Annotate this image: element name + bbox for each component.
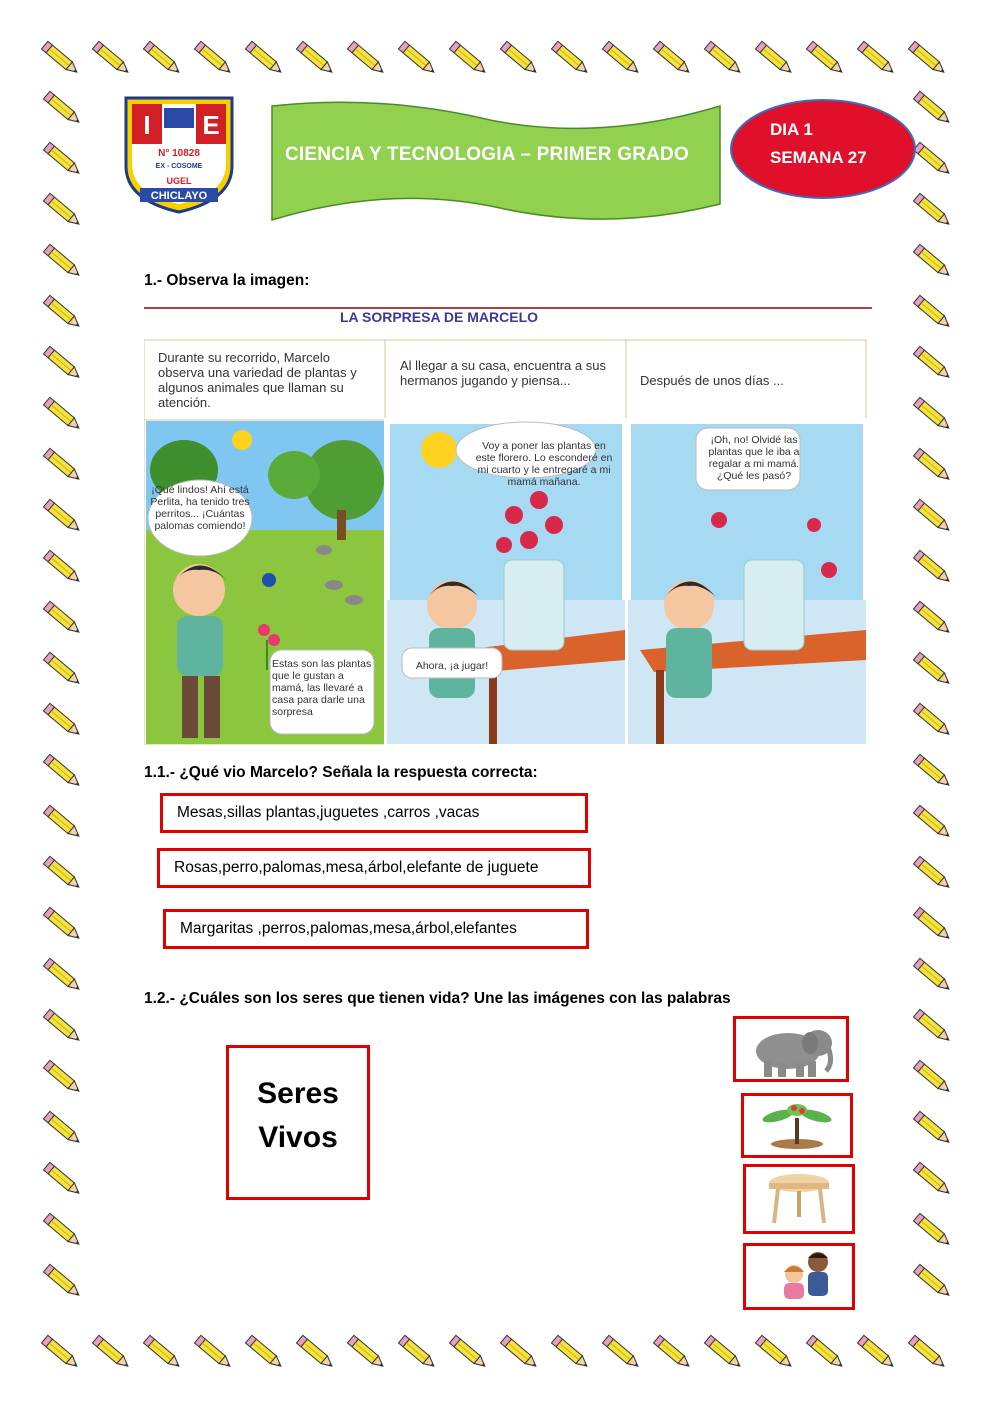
logo-city: CHICLAYO bbox=[150, 190, 208, 202]
comic-caption-2: Al llegar a su casa, encuentra a sus hermanos jugando y piensa... bbox=[400, 358, 606, 388]
pencil-icon bbox=[913, 805, 952, 840]
pencil-icon bbox=[913, 1213, 952, 1248]
pencil-icon bbox=[551, 1335, 590, 1370]
pencil-icon bbox=[43, 1162, 82, 1197]
pencil-icon bbox=[913, 1060, 952, 1095]
pencil-icon bbox=[92, 1335, 131, 1370]
elephant-icon bbox=[736, 1019, 846, 1079]
logo-letter-i: I bbox=[143, 110, 151, 140]
pencil-icon bbox=[43, 448, 82, 483]
pencil-icon bbox=[43, 91, 82, 126]
pencil-icon bbox=[913, 244, 952, 279]
logo-number: N° 10828 bbox=[158, 148, 200, 159]
pencil-icon bbox=[43, 346, 82, 381]
comic-bubble-2: Estas son las plantas que le gustan a mamá, las llevaré a casa para darle una sorpresa bbox=[272, 658, 372, 718]
pencil-icon bbox=[92, 41, 131, 76]
answer-option-label: Mesas,sillas plantas,juguetes ,carros ,vacas bbox=[177, 804, 480, 821]
comic-caption-1: Durante su recorrido, Marcelo observa una variedad de plantas y algunos animales que llaman su atención. bbox=[158, 350, 357, 410]
image-card-table[interactable] bbox=[743, 1164, 855, 1234]
pencil-icon bbox=[913, 1162, 952, 1197]
week-number: SEMANA 27 bbox=[770, 148, 867, 167]
pencil-icon bbox=[43, 1060, 82, 1095]
pencil-icon bbox=[913, 1264, 952, 1299]
image-card-elephant[interactable] bbox=[733, 1016, 849, 1082]
pencil-icon bbox=[43, 703, 82, 738]
pencil-icon bbox=[602, 1335, 641, 1370]
answer-option-label: Rosas,perro,palomas,mesa,árbol,elefante de juguete bbox=[174, 859, 539, 876]
comic-bubble-5: ¡Oh, no! Olvidé las plantas que le iba a regalar a mi mamá. ¿Qué les pasó? bbox=[708, 434, 800, 482]
pencil-icon bbox=[704, 1335, 743, 1370]
pencil-icon bbox=[194, 1335, 233, 1370]
pencil-icon bbox=[398, 41, 437, 76]
pencil-icon bbox=[43, 856, 82, 891]
pencil-icon bbox=[913, 295, 952, 330]
pencil-icon bbox=[43, 142, 82, 177]
image-card-plant[interactable] bbox=[741, 1093, 853, 1158]
pencil-icon bbox=[245, 1335, 284, 1370]
question-1-2-title: 1.2.- ¿Cuáles son los seres que tienen vida? Une las imágenes con las palabras bbox=[144, 990, 731, 1007]
plant-icon bbox=[744, 1096, 850, 1155]
pencil-icon bbox=[245, 41, 284, 76]
pencil-icon bbox=[913, 346, 952, 381]
pencil-icon bbox=[43, 550, 82, 585]
comic-bubble-1: ¡Qué lindos! Ahí está Perlita, ha tenido tres perritos... ¡Cuántas palomas comiendo! bbox=[150, 484, 250, 532]
comic-title: LA SORPRESA DE MARCELO bbox=[339, 309, 539, 325]
answer-option-3[interactable] bbox=[163, 909, 589, 949]
pencil-icon bbox=[398, 1335, 437, 1370]
pencil-icon bbox=[913, 856, 952, 891]
pencil-icon bbox=[913, 448, 952, 483]
seres-vivos-target[interactable] bbox=[226, 1045, 370, 1200]
pencil-icon bbox=[913, 652, 952, 687]
pencil-icon bbox=[43, 397, 82, 432]
answer-option-2[interactable] bbox=[157, 848, 591, 888]
pencil-icon bbox=[913, 1009, 952, 1044]
pencil-icon bbox=[913, 1111, 952, 1146]
pencil-icon bbox=[857, 41, 896, 76]
pencil-icon bbox=[449, 1335, 488, 1370]
pencil-icon bbox=[913, 958, 952, 993]
pencil-icon bbox=[41, 1335, 80, 1370]
pencil-icon bbox=[908, 41, 947, 76]
pencil-icon bbox=[913, 499, 952, 534]
pencil-icon bbox=[43, 1213, 82, 1248]
question-1-title: 1.- Observa la imagen: bbox=[144, 272, 310, 289]
pencil-icon bbox=[913, 601, 952, 636]
pencil-icon bbox=[602, 41, 641, 76]
seres-label-line-1: Seres bbox=[257, 1077, 339, 1110]
pencil-icon bbox=[296, 41, 335, 76]
pencil-icon bbox=[43, 601, 82, 636]
pencil-icon bbox=[908, 1335, 947, 1370]
pencil-icon bbox=[43, 1264, 82, 1299]
pencil-icon bbox=[43, 1009, 82, 1044]
comic-bubble-3: Voy a poner las plantas en este florero. Lo esconderé en mi cuarto y le entregaré a mi mamá mañana. bbox=[475, 440, 613, 488]
pencil-icon bbox=[449, 41, 488, 76]
pencil-icon bbox=[913, 907, 952, 942]
table-icon bbox=[746, 1167, 852, 1231]
pencil-icon bbox=[913, 142, 952, 177]
pencil-icon bbox=[755, 1335, 794, 1370]
pencil-icon bbox=[913, 193, 952, 228]
pencil-icon bbox=[806, 41, 845, 76]
pencil-icon bbox=[43, 1111, 82, 1146]
pencil-icon bbox=[43, 244, 82, 279]
answer-option-label: Margaritas ,perros,palomas,mesa,árbol,elefantes bbox=[180, 920, 517, 937]
pencil-icon bbox=[347, 1335, 386, 1370]
answer-option-1[interactable] bbox=[160, 793, 588, 833]
pencil-icon bbox=[500, 41, 539, 76]
logo-ugel: UGEL bbox=[166, 176, 192, 186]
pencil-icon bbox=[551, 41, 590, 76]
question-1-1-title: 1.1.- ¿Qué vio Marcelo? Señala la respuesta correcta: bbox=[144, 764, 538, 781]
pencil-icon bbox=[41, 41, 80, 76]
seres-label-line-2: Vivos bbox=[258, 1121, 338, 1154]
pencil-icon bbox=[653, 41, 692, 76]
pencil-icon bbox=[347, 41, 386, 76]
pencil-icon bbox=[913, 550, 952, 585]
pencil-icon bbox=[43, 652, 82, 687]
logo-subtitle: EX - COSOME bbox=[155, 163, 203, 170]
comic-bubble-4: Ahora, ¡a jugar! bbox=[415, 660, 489, 672]
pencil-icon bbox=[43, 499, 82, 534]
pencil-icon bbox=[43, 193, 82, 228]
pencil-icon bbox=[913, 703, 952, 738]
day-number: DIA 1 bbox=[770, 120, 813, 139]
pencil-icon bbox=[143, 1335, 182, 1370]
pencil-icon bbox=[43, 907, 82, 942]
pencil-icon bbox=[43, 754, 82, 789]
pencil-icon bbox=[43, 958, 82, 993]
logo-letter-e: E bbox=[202, 110, 220, 140]
day-label bbox=[770, 116, 867, 172]
pencil-icon bbox=[296, 1335, 335, 1370]
pencil-icon bbox=[857, 1335, 896, 1370]
pencil-icon bbox=[653, 1335, 692, 1370]
pencil-icon bbox=[913, 91, 952, 126]
pencil-icon bbox=[913, 397, 952, 432]
pencil-icon bbox=[43, 805, 82, 840]
pencil-icon bbox=[704, 41, 743, 76]
pencil-icon bbox=[500, 1335, 539, 1370]
pencil-icon bbox=[194, 41, 233, 76]
pencil-icon bbox=[43, 295, 82, 330]
children-icon bbox=[746, 1246, 852, 1307]
school-logo bbox=[122, 96, 236, 214]
pencil-icon bbox=[806, 1335, 845, 1370]
comic-caption-3: Después de unos días ... bbox=[640, 373, 784, 388]
image-card-children[interactable] bbox=[743, 1243, 855, 1310]
pencil-icon bbox=[143, 41, 182, 76]
pencil-icon bbox=[913, 754, 952, 789]
pencil-icon bbox=[755, 41, 794, 76]
page-title: CIENCIA Y TECNOLOGIA – PRIMER GRADO bbox=[285, 144, 689, 165]
